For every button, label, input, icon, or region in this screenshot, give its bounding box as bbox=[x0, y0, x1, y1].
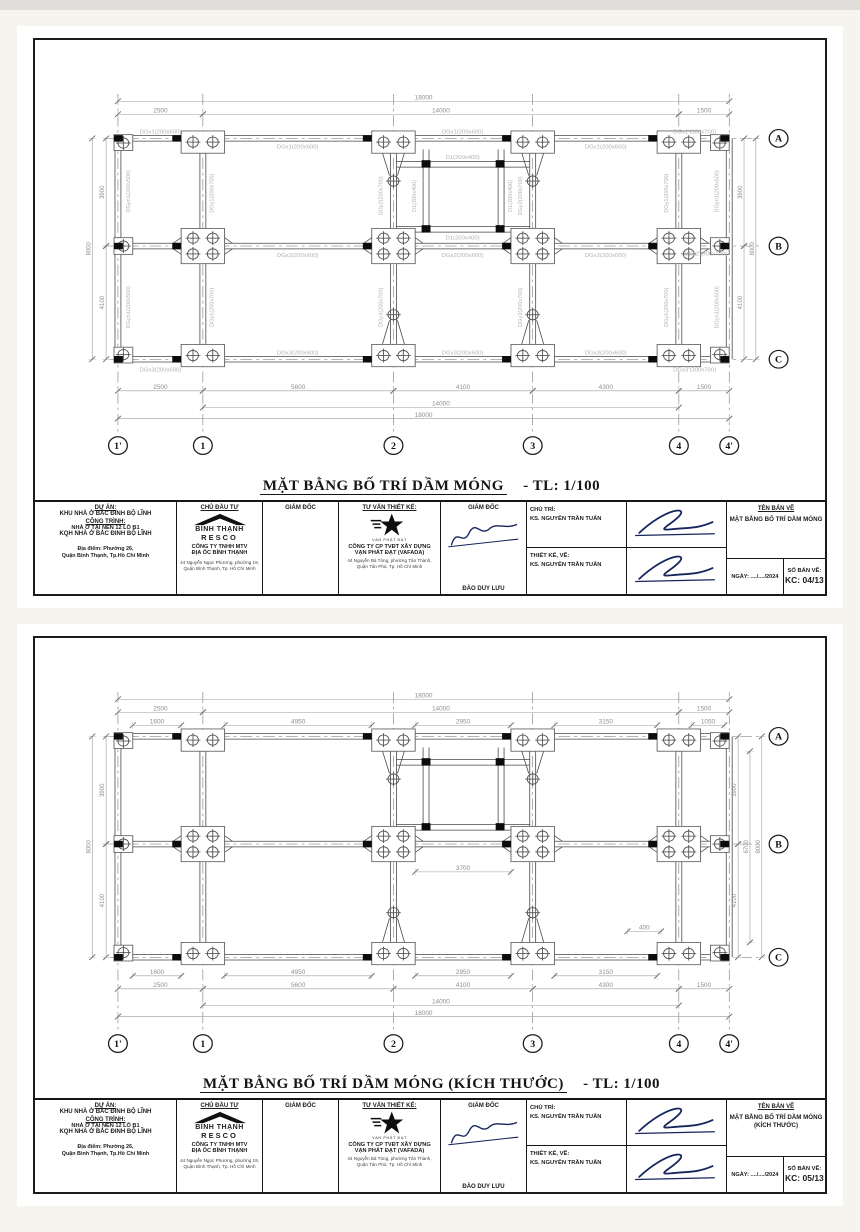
director-name: ĐÀO DUY LƯU bbox=[462, 1184, 505, 1190]
svg-text:2: 2 bbox=[390, 1039, 396, 1050]
project-name: KHU NHÀ Ở BẮC ĐINH BỘ LĨNH bbox=[59, 1109, 152, 1115]
consultant-company-2: VẠN PHÁT ĐẠT (VAFADA) bbox=[354, 550, 425, 556]
chief-label: CHỦ TRÌ: bbox=[530, 507, 556, 513]
chief-signature bbox=[630, 1104, 720, 1138]
designer-label-cell bbox=[527, 548, 627, 594]
svg-text:4100: 4100 bbox=[730, 893, 739, 908]
investor-brand-2: RESCO bbox=[201, 1131, 238, 1140]
designer-signature bbox=[630, 1150, 720, 1184]
project-name: KHU NHÀ Ở BẮC ĐINH BỘ LĨNH bbox=[59, 511, 152, 517]
svg-text:3900: 3900 bbox=[730, 783, 739, 797]
chief-label-cell bbox=[527, 502, 627, 548]
project-address: Địa điểm: Phường 26, Quận Bình Thạnh, Tp.Hồ Chí Minh bbox=[61, 1144, 150, 1158]
work-label: CÔNG TRÌNH: bbox=[85, 1117, 126, 1123]
designer-signature-cell bbox=[627, 1146, 727, 1192]
svg-text:2950: 2950 bbox=[455, 969, 471, 976]
svg-text:5600: 5600 bbox=[291, 982, 306, 989]
svg-text:B: B bbox=[775, 241, 782, 253]
date-cell: NGÀY: ..../..../2024 bbox=[727, 559, 784, 594]
svg-text:DGy1(200x700): DGy1(200x700) bbox=[663, 287, 671, 327]
svg-text:DGx2'(300x700): DGx2'(300x700) bbox=[684, 251, 727, 258]
tb-consultant-cell bbox=[339, 502, 441, 594]
consultant-company-2: VẠN PHÁT ĐẠT (VAFADA) bbox=[354, 1148, 425, 1154]
svg-text:4: 4 bbox=[676, 441, 682, 452]
vafada-star-logo-icon bbox=[369, 1110, 411, 1136]
consultant-brand: VẠN PHÁT ĐẠT bbox=[372, 1136, 407, 1140]
svg-text:DGy1(200x700): DGy1(200x700) bbox=[209, 173, 216, 213]
svg-text:DGy1(200x700): DGy1(200x700) bbox=[663, 173, 671, 213]
tb-project-cell bbox=[35, 502, 177, 594]
svg-text:C: C bbox=[775, 354, 783, 366]
svg-text:2950: 2950 bbox=[455, 718, 471, 726]
svg-text:DGx3(200x600): DGx3(200x600) bbox=[584, 350, 627, 357]
project-address: Địa điểm: Phường 26, Quận Bình Thạnh, Tp.Hồ Chí Minh bbox=[61, 546, 150, 560]
foundation-beam-dimension-plan-drawing bbox=[35, 638, 825, 1074]
consultant-label: TƯ VẤN THIẾT KẾ: bbox=[362, 505, 417, 511]
sheet-code: KC: 05/13 bbox=[785, 1173, 824, 1183]
title-block bbox=[35, 1098, 825, 1192]
investor-label: CHỦ ĐẦU TƯ bbox=[200, 1103, 239, 1109]
work-label: CÔNG TRÌNH: bbox=[85, 519, 126, 525]
designer-signature-cell bbox=[627, 548, 727, 594]
svg-text:2500: 2500 bbox=[153, 705, 168, 713]
investor-brand-1: BÌNH THẠNH bbox=[195, 1124, 244, 1131]
svg-text:18000: 18000 bbox=[414, 692, 433, 700]
designer-label: THIẾT KẾ, VẼ: bbox=[530, 1151, 570, 1157]
svg-text:2500: 2500 bbox=[153, 982, 168, 989]
designer-name: KS. NGUYỄN TRẦN TUẤN bbox=[530, 1160, 602, 1167]
drawing-scale-text: - TL: 1/100 bbox=[583, 1076, 661, 1093]
svg-text:DGx1(200x600): DGx1(200x600) bbox=[441, 129, 484, 136]
director-label: GIÁM ĐỐC bbox=[285, 505, 316, 511]
foundation-beam-plan-drawing bbox=[35, 40, 825, 476]
sheet-code-cell bbox=[784, 1157, 825, 1192]
svg-text:DGx1'(300x700): DGx1'(300x700) bbox=[673, 129, 717, 136]
svg-text:6700: 6700 bbox=[742, 840, 751, 854]
consultant-address: 44 Nguyễn Bá Tòng, phường Tân Thành, Quận Tân Phú, Tp. Hồ Chí Minh bbox=[347, 558, 432, 569]
tb-director-signed-cell bbox=[441, 502, 527, 594]
svg-text:1050: 1050 bbox=[700, 718, 716, 726]
svg-text:400: 400 bbox=[638, 924, 650, 932]
consultant-address: 44 Nguyễn Bá Tòng, phường Tân Thành, Quận Tân Phú, Tp. Hồ Chí Minh bbox=[347, 1156, 432, 1167]
svg-text:8000: 8000 bbox=[85, 242, 93, 256]
svg-text:18000: 18000 bbox=[414, 1009, 433, 1017]
chief-name: KS. NGUYỄN TRẦN TUẤN bbox=[530, 516, 602, 523]
investor-address: 44 Nguyễn Ngọc Phương, phường 19, Quận Bình Thạnh, Tp. Hồ Chí Minh bbox=[180, 560, 259, 571]
chief-signature-cell bbox=[627, 1100, 727, 1146]
designer-label: THIẾT KẾ, VẼ: bbox=[530, 553, 570, 559]
svg-text:5600: 5600 bbox=[291, 384, 306, 391]
sheet-2-border-frame bbox=[33, 636, 827, 1194]
tb-sheetname-cell bbox=[727, 502, 825, 594]
investor-brand-1: BÌNH THẠNH bbox=[195, 526, 244, 533]
svg-text:3700: 3700 bbox=[455, 865, 471, 872]
vafada-star-logo-icon bbox=[369, 512, 411, 538]
svg-text:2500: 2500 bbox=[153, 107, 168, 115]
sheet-name-area bbox=[727, 502, 825, 559]
sheet-name: MẶT BẰNG BỐ TRÍ DẦM MÓNG bbox=[729, 1114, 823, 1121]
chief-label: CHỦ TRÌ: bbox=[530, 1105, 556, 1111]
svg-text:B: B bbox=[775, 839, 782, 851]
svg-text:4950: 4950 bbox=[291, 718, 306, 726]
svg-text:18000: 18000 bbox=[414, 411, 433, 419]
svg-text:4100: 4100 bbox=[455, 384, 471, 391]
svg-text:1: 1 bbox=[200, 1039, 206, 1050]
sheet-name-area bbox=[727, 1100, 825, 1157]
director-label: GIÁM ĐỐC bbox=[285, 1103, 316, 1109]
svg-text:DGyn1(200x500): DGyn1(200x500) bbox=[125, 286, 132, 329]
svg-text:DGy1(200x700): DGy1(200x700) bbox=[209, 287, 216, 327]
svg-text:14000: 14000 bbox=[431, 400, 450, 408]
svg-text:2: 2 bbox=[390, 441, 396, 452]
tb-sheetname-cell bbox=[727, 1100, 825, 1192]
svg-text:DGy2(200x700): DGy2(200x700) bbox=[517, 176, 524, 216]
binh-thanh-resco-logo-icon bbox=[192, 1111, 248, 1124]
svg-text:1500: 1500 bbox=[696, 107, 712, 115]
svg-text:D1(200x400): D1(200x400) bbox=[445, 235, 480, 242]
svg-text:3: 3 bbox=[530, 1039, 536, 1050]
sheet-name: MẶT BẰNG BỐ TRÍ DẦM MÓNG bbox=[729, 516, 823, 523]
svg-text:14000: 14000 bbox=[431, 998, 450, 1006]
svg-text:A: A bbox=[775, 731, 783, 743]
sheet-code-cell bbox=[784, 559, 825, 594]
svg-text:3: 3 bbox=[530, 441, 536, 452]
svg-text:4: 4 bbox=[676, 1039, 682, 1050]
chief-signature bbox=[630, 506, 720, 540]
svg-text:2500: 2500 bbox=[153, 384, 168, 391]
scanned-drawing-page bbox=[0, 26, 860, 1232]
tb-director-empty-cell bbox=[263, 502, 339, 594]
svg-text:4': 4' bbox=[725, 1039, 734, 1050]
consultant-label: TƯ VẤN THIẾT KẾ: bbox=[362, 1103, 417, 1109]
project-label: DỰ ÁN: bbox=[94, 1103, 117, 1109]
director-label: GIÁM ĐỐC bbox=[468, 505, 499, 511]
svg-text:DGyn1(200x500): DGyn1(200x500) bbox=[714, 286, 721, 329]
svg-text:D1(200x400): D1(200x400) bbox=[445, 154, 480, 161]
svg-text:DGx1(200x600): DGx1(200x600) bbox=[276, 144, 319, 151]
investor-company-2: ĐỊA ỐC BÌNH THẠNH bbox=[191, 550, 248, 556]
date-cell: NGÀY: ..../..../2024 bbox=[727, 1157, 784, 1192]
drawing-title-text: MẶT BẰNG BỐ TRÍ DẦM MÓNG (KÍCH THƯỚC) bbox=[200, 1076, 567, 1093]
svg-text:3150: 3150 bbox=[598, 718, 613, 726]
work-name-2: KQH NHÀ Ở BẮC ĐINH BỘ LĨNH bbox=[59, 531, 152, 537]
project-label: DỰ ÁN: bbox=[94, 505, 117, 511]
svg-text:1500: 1500 bbox=[696, 982, 712, 989]
svg-text:DGx2(200x600): DGx2(200x600) bbox=[584, 253, 627, 260]
tb-director-signed-cell bbox=[441, 1100, 527, 1192]
sheet-1 bbox=[17, 26, 843, 608]
chief-name: KS. NGUYỄN TRẦN TUẤN bbox=[530, 1114, 602, 1121]
director-signature bbox=[446, 515, 522, 555]
svg-text:DGy2(200x700): DGy2(200x700) bbox=[378, 176, 385, 216]
svg-text:DGx2(200x600): DGx2(200x600) bbox=[276, 253, 319, 260]
svg-text:1': 1' bbox=[114, 1039, 122, 1050]
svg-text:DGx3(200x600): DGx3(200x600) bbox=[276, 350, 319, 357]
work-name-1: NHÀ Ở TẠI NỀN 12 LÔ B1 bbox=[71, 1123, 140, 1129]
svg-text:18000: 18000 bbox=[414, 94, 433, 102]
tb-director-empty-cell bbox=[263, 1100, 339, 1192]
investor-company-2: ĐỊA ỐC BÌNH THẠNH bbox=[191, 1148, 248, 1154]
drawing-scale-text: - TL: 1/100 bbox=[523, 478, 601, 495]
svg-text:DGy2(200x700): DGy2(200x700) bbox=[517, 287, 524, 327]
svg-text:D1(200x400): D1(200x400) bbox=[507, 179, 515, 212]
svg-text:1600: 1600 bbox=[149, 718, 165, 726]
svg-text:14000: 14000 bbox=[431, 705, 450, 713]
director-signature bbox=[446, 1113, 522, 1153]
sheet-2 bbox=[17, 624, 843, 1206]
svg-text:8000: 8000 bbox=[85, 840, 93, 854]
svg-text:1500: 1500 bbox=[696, 384, 712, 391]
consultant-company-1: CÔNG TY CP TVĐT XÂY DỰNG bbox=[348, 544, 431, 550]
svg-text:4300: 4300 bbox=[598, 384, 613, 391]
work-name-1: NHÀ Ở TẠI NỀN 12 LÔ B1 bbox=[71, 525, 140, 531]
investor-company-1: CÔNG TY TNHH MTV bbox=[191, 544, 248, 550]
svg-text:3900: 3900 bbox=[98, 783, 107, 797]
svg-text:4100: 4100 bbox=[98, 295, 107, 310]
svg-text:3900: 3900 bbox=[736, 185, 745, 199]
consultant-brand: VẠN PHÁT ĐẠT bbox=[372, 538, 407, 542]
tb-investor-cell bbox=[177, 502, 263, 594]
investor-brand-2: RESCO bbox=[201, 533, 238, 542]
svg-text:3900: 3900 bbox=[98, 185, 107, 199]
photo-edge-strip bbox=[0, 0, 860, 10]
svg-text:1600: 1600 bbox=[149, 969, 165, 976]
svg-text:C: C bbox=[775, 952, 783, 964]
drawing-title bbox=[35, 476, 825, 500]
svg-text:1: 1 bbox=[200, 441, 206, 452]
chief-signature-cell bbox=[627, 502, 727, 548]
drawing-title bbox=[35, 1074, 825, 1098]
drawing-title-text: MẶT BẰNG BỐ TRÍ DẦM MÓNG bbox=[260, 478, 507, 495]
designer-name: KS. NGUYỄN TRẦN TUẤN bbox=[530, 562, 602, 569]
svg-text:4100: 4100 bbox=[98, 893, 107, 908]
svg-text:DGx2(200x600): DGx2(200x600) bbox=[441, 253, 484, 260]
svg-text:DGx3'(300x700): DGx3'(300x700) bbox=[673, 367, 717, 374]
svg-text:DGyn1(200x500): DGyn1(200x500) bbox=[125, 170, 132, 213]
svg-text:4': 4' bbox=[725, 441, 734, 452]
designer-label-cell bbox=[527, 1146, 627, 1192]
tb-investor-cell bbox=[177, 1100, 263, 1192]
svg-text:DGx1(200x600): DGx1(200x600) bbox=[584, 144, 627, 151]
svg-text:1': 1' bbox=[114, 441, 122, 452]
consultant-company-1: CÔNG TY CP TVĐT XÂY DỰNG bbox=[348, 1142, 431, 1148]
svg-text:DGx3(200x600): DGx3(200x600) bbox=[441, 350, 484, 357]
svg-text:4100: 4100 bbox=[736, 295, 745, 310]
sheet-name-label: TÊN BẢN VẼ bbox=[757, 506, 795, 512]
svg-text:DGyn1(200x500): DGyn1(200x500) bbox=[714, 170, 721, 213]
tb-project-cell bbox=[35, 1100, 177, 1192]
svg-text:DGx3(200x600): DGx3(200x600) bbox=[139, 367, 182, 374]
sheet-name-label: TÊN BẢN VẼ bbox=[757, 1104, 795, 1110]
svg-text:4950: 4950 bbox=[291, 969, 306, 976]
sheet-1-border-frame bbox=[33, 38, 827, 596]
work-name-2: KQH NHÀ Ở BẮC ĐINH BỘ LĨNH bbox=[59, 1129, 152, 1135]
svg-text:8000: 8000 bbox=[748, 242, 756, 256]
director-name: ĐÀO DUY LƯU bbox=[462, 586, 505, 592]
tb-chief-designer-cell bbox=[527, 502, 727, 594]
designer-signature bbox=[630, 552, 720, 586]
svg-text:DGy2(200x700): DGy2(200x700) bbox=[378, 287, 385, 327]
svg-text:D1(200x400): D1(200x400) bbox=[412, 179, 419, 212]
investor-company-1: CÔNG TY TNHH MTV bbox=[191, 1142, 248, 1148]
svg-text:4300: 4300 bbox=[598, 982, 613, 989]
investor-address: 44 Nguyễn Ngọc Phương, phường 19, Quận Bình Thạnh, Tp. Hồ Chí Minh bbox=[180, 1158, 259, 1169]
svg-text:A: A bbox=[775, 133, 783, 145]
svg-text:3150: 3150 bbox=[598, 969, 613, 976]
title-block bbox=[35, 500, 825, 594]
director-label: GIÁM ĐỐC bbox=[468, 1103, 499, 1109]
chief-label-cell bbox=[527, 1100, 627, 1146]
svg-text:1500: 1500 bbox=[696, 705, 712, 713]
svg-text:8000: 8000 bbox=[754, 840, 762, 854]
binh-thanh-resco-logo-icon bbox=[192, 513, 248, 526]
svg-text:DGx1(200x600): DGx1(200x600) bbox=[139, 129, 182, 136]
investor-label: CHỦ ĐẦU TƯ bbox=[200, 505, 239, 511]
sheet-name-2: (KÍCH THƯỚC) bbox=[753, 1122, 799, 1130]
sheet-code-label: SỐ BẢN VẼ: bbox=[787, 568, 822, 574]
svg-text:14000: 14000 bbox=[431, 107, 450, 115]
sheet-code: KC: 04/13 bbox=[785, 575, 824, 585]
tb-chief-designer-cell bbox=[527, 1100, 727, 1192]
svg-text:4100: 4100 bbox=[455, 982, 471, 989]
tb-consultant-cell bbox=[339, 1100, 441, 1192]
sheet-code-label: SỐ BẢN VẼ: bbox=[787, 1166, 822, 1172]
